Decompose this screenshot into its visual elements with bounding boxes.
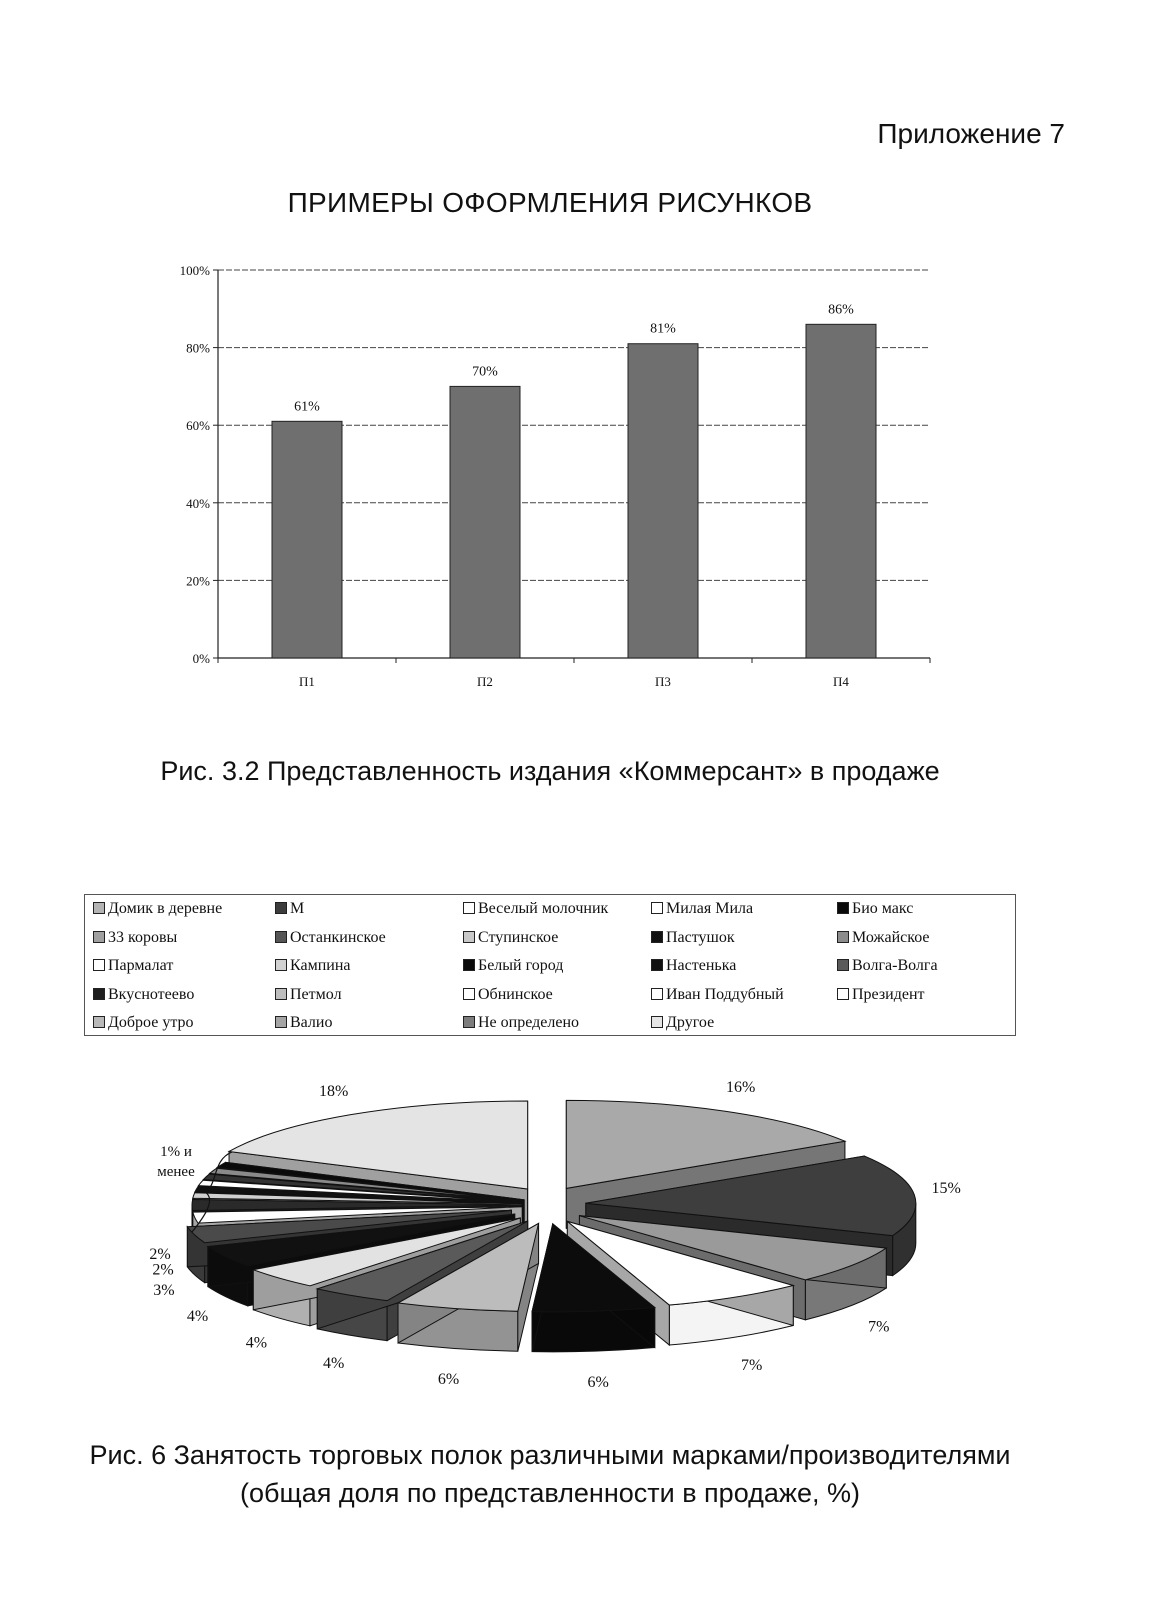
- pie-chart-caption-line2: (общая доля по представленности в продаже, %): [240, 1478, 860, 1508]
- pie-slice-label: 2%: [152, 1261, 174, 1279]
- bar-data-label: 61%: [294, 399, 320, 415]
- pie-slice-label: 2%: [149, 1246, 171, 1263]
- y-tick-label: 0%: [192, 651, 210, 666]
- legend-label: Волга-Волга: [852, 957, 938, 974]
- legend-label: Петмол: [290, 985, 342, 1003]
- legend-label: Иван Поддубный: [666, 985, 784, 1003]
- bar-data-label: 70%: [472, 364, 498, 380]
- legend-label: Вкуснотеево: [108, 985, 195, 1003]
- pie-slice-label: 4%: [186, 1308, 209, 1326]
- pie-slice-label: 6%: [437, 1370, 460, 1388]
- legend-label: Пастушок: [666, 928, 735, 946]
- legend-label: Президент: [852, 985, 925, 1003]
- legend-label: Доброе утро: [108, 1014, 194, 1031]
- legend-label: Настенька: [666, 957, 737, 974]
- y-tick-label: 100%: [179, 263, 210, 278]
- appendix-label: Приложение 7: [877, 118, 1065, 149]
- pie-slice-label: 4%: [245, 1334, 268, 1352]
- legend-label: Кампина: [290, 957, 351, 974]
- bar-data-label: 81%: [650, 321, 676, 337]
- legend-label: Веселый молочник: [478, 900, 609, 917]
- x-tick-label: П2: [477, 674, 493, 689]
- y-tick-label: 20%: [186, 573, 210, 589]
- legend-label: Можайское: [852, 928, 930, 946]
- bar-chart-caption: Рис. 3.2 Представленность издания «Коммерсант» в продаже: [160, 756, 940, 786]
- pie-slice-label: 15%: [931, 1179, 961, 1197]
- y-tick-label: 40%: [186, 495, 210, 511]
- legend-label: Не определено: [478, 1014, 579, 1031]
- legend-label: Валио: [290, 1014, 333, 1031]
- legend-label: Милая Мила: [666, 900, 754, 917]
- legend-label: Белый город: [478, 957, 564, 974]
- legend-label: М: [290, 900, 305, 917]
- pie-slice-label: 7%: [868, 1318, 890, 1336]
- small-slices-note-line2: менее: [157, 1164, 195, 1180]
- pie-slice-label: 4%: [323, 1354, 345, 1372]
- y-tick-label: 60%: [186, 418, 210, 434]
- page-title: ПРИМЕРЫ ОФОРМЛЕНИЯ РИСУНКОВ: [287, 187, 813, 218]
- pie-slice-label: 18%: [319, 1083, 349, 1101]
- pie-slice-label: 7%: [740, 1357, 763, 1375]
- pie-slice-label: 6%: [587, 1373, 609, 1391]
- pie-slice-label: 3%: [153, 1281, 175, 1299]
- legend-label: Био макс: [852, 900, 914, 917]
- legend-label: Домик в деревне: [108, 900, 223, 917]
- x-tick-label: П1: [299, 674, 315, 689]
- small-slices-note-line1: 1% и: [160, 1144, 192, 1160]
- legend-label: 33 коровы: [108, 928, 178, 946]
- y-tick-label: 80%: [186, 340, 210, 356]
- legend-label: Обнинское: [478, 985, 553, 1003]
- legend-label: Останкинское: [290, 928, 386, 946]
- pie-slice-label: 16%: [726, 1078, 756, 1096]
- legend-label: Другое: [666, 1014, 715, 1031]
- legend-label: Пармалат: [108, 957, 174, 974]
- x-tick-label: П3: [655, 674, 671, 689]
- legend-label: Ступинское: [478, 928, 559, 946]
- bar-data-label: 86%: [828, 302, 854, 318]
- pie-chart-caption-line1: Рис. 6 Занятость торговых полок различными марками/производителями: [89, 1440, 1011, 1470]
- x-tick-label: П4: [833, 674, 849, 689]
